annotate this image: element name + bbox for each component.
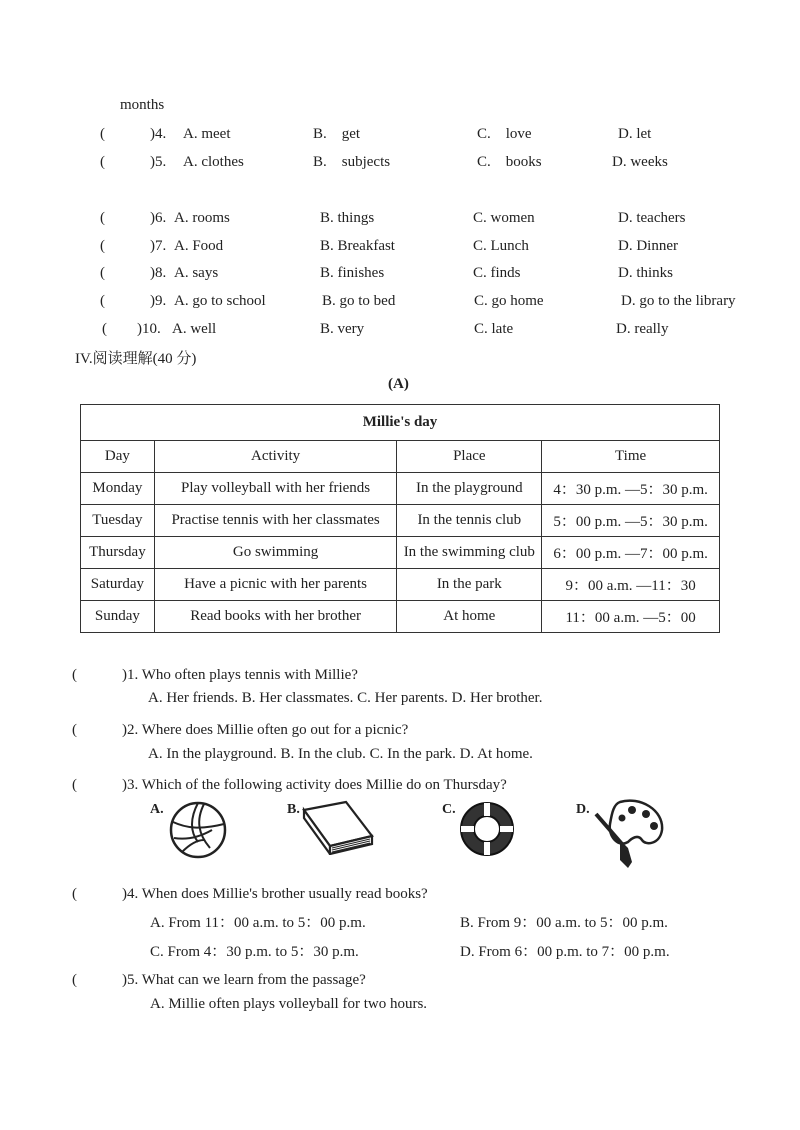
reading-option-4b: B. From 9：00 a.m. to 5：00 p.m. (460, 915, 668, 931)
picture-label-b: B. (287, 802, 300, 817)
cell-time: 9：00 a.m. —11：30 (542, 569, 720, 601)
question-number: ( )9. (100, 293, 167, 309)
picture-label-a: A. (150, 802, 164, 817)
option-b: B. finishes (320, 265, 385, 281)
option-d: D. really (616, 321, 669, 337)
option-b: B. subjects (313, 154, 391, 170)
palette-icon (592, 796, 668, 872)
reading-options-1: A. Her friends. B. Her classmates. C. Her parents. D. Her brother. (148, 690, 543, 706)
option-a: A. go to school (174, 293, 266, 309)
question-number: ( )6. (100, 210, 167, 226)
cell-place: In the playground (397, 473, 542, 505)
option-b: B. things (320, 210, 375, 226)
cell-time: 5：00 p.m. —5：30 p.m. (542, 505, 720, 537)
option-d: D. Dinner (618, 238, 678, 254)
question-number: ( )4. (100, 126, 167, 142)
cell-place: In the tennis club (397, 505, 542, 537)
cell-day: Tuesday (81, 505, 155, 537)
question-row (0, 319, 800, 339)
option-b: B. very (320, 321, 365, 337)
option-c: C. late (474, 321, 514, 337)
reading-option-5a: A. Millie often plays volleyball for two hours. (150, 996, 428, 1012)
option-c: C. women (473, 210, 535, 226)
table-row (81, 569, 720, 601)
book-icon (300, 800, 375, 855)
life-ring-icon (456, 800, 518, 858)
option-d: D. thinks (618, 265, 674, 281)
option-d: D. go to the library (621, 293, 736, 309)
option-a: A. well (172, 321, 217, 337)
option-a: A. meet (183, 126, 231, 142)
option-b: B. Breakfast (320, 238, 395, 254)
header-day: Day (81, 441, 155, 473)
option-c: C. finds (473, 265, 521, 281)
question-number: ( )8. (100, 265, 167, 281)
option-a: A. says (174, 265, 219, 281)
option-c: C. books (477, 154, 542, 170)
option-d: D. weeks (612, 154, 668, 170)
continuation-text: months (120, 97, 165, 113)
option-d: D. teachers (618, 210, 686, 226)
option-d: D. let (618, 126, 652, 142)
cell-day: Sunday (81, 601, 155, 633)
question-row (0, 208, 800, 228)
option-a: A. clothes (183, 154, 244, 170)
cell-place: In the park (397, 569, 542, 601)
question-row (0, 236, 800, 256)
option-c: C. go home (474, 293, 544, 309)
cell-activity: Play volleyball with her friends (154, 473, 397, 505)
cell-time: 11：00 a.m. —5：00 (542, 601, 720, 633)
reading-option-4a: A. From 11：00 a.m. to 5：00 p.m. (150, 915, 366, 931)
option-a: A. Food (174, 238, 224, 254)
table-row (81, 537, 720, 569)
table-header-row (81, 441, 720, 473)
reading-question-4: ( )4. When does Millie's brother usually read books? (72, 886, 428, 902)
question-row (0, 152, 800, 172)
reading-options-2: A. In the playground. B. In the club. C. In the park. D. At home. (148, 746, 533, 762)
question-number: ( )10. (102, 321, 161, 337)
table-row (81, 505, 720, 537)
header-activity: Activity (154, 441, 397, 473)
cell-time: 6：00 p.m. —7：00 p.m. (542, 537, 720, 569)
volleyball-icon (168, 800, 228, 860)
picture-label-c: C. (442, 802, 456, 817)
header-place: Place (397, 441, 542, 473)
reading-question-1: ( )1. Who often plays tennis with Millie? (72, 667, 358, 683)
reading-question-2: ( )2. Where does Millie often go out for a picnic? (72, 722, 409, 738)
section-title: IV.阅读理解(40 分) (75, 351, 197, 367)
question-row (0, 124, 800, 144)
schedule-table (80, 404, 720, 633)
header-time: Time (542, 441, 720, 473)
option-b: B. go to bed (322, 293, 396, 309)
table-title: Millie's day (81, 405, 720, 441)
reading-option-4d: D. From 6：00 p.m. to 7：00 p.m. (460, 944, 670, 960)
cell-time: 4：30 p.m. —5：30 p.m. (542, 473, 720, 505)
question-row (0, 291, 800, 311)
cell-activity: Have a picnic with her parents (154, 569, 397, 601)
option-c: C. love (477, 126, 532, 142)
table-row (81, 601, 720, 633)
cell-activity: Read books with her brother (154, 601, 397, 633)
cell-day: Monday (81, 473, 155, 505)
cell-activity: Go swimming (154, 537, 397, 569)
cell-place: At home (397, 601, 542, 633)
question-number: ( )5. (100, 154, 167, 170)
option-b: B. get (313, 126, 361, 142)
picture-label-d: D. (576, 802, 590, 817)
cell-place: In the swimming club (397, 537, 542, 569)
table-title-row (81, 405, 720, 441)
reading-option-4c: C. From 4：30 p.m. to 5：30 p.m. (150, 944, 359, 960)
cell-day: Saturday (81, 569, 155, 601)
question-row (0, 263, 800, 283)
passage-label: (A) (388, 376, 409, 392)
cell-activity: Practise tennis with her classmates (154, 505, 397, 537)
cell-day: Thursday (81, 537, 155, 569)
table-row (81, 473, 720, 505)
question-number: ( )7. (100, 238, 167, 254)
reading-question-5: ( )5. What can we learn from the passage? (72, 972, 366, 988)
option-a: A. rooms (174, 210, 230, 226)
reading-question-3: ( )3. Which of the following activity does Millie do on Thursday? (72, 777, 507, 793)
option-c: C. Lunch (473, 238, 529, 254)
